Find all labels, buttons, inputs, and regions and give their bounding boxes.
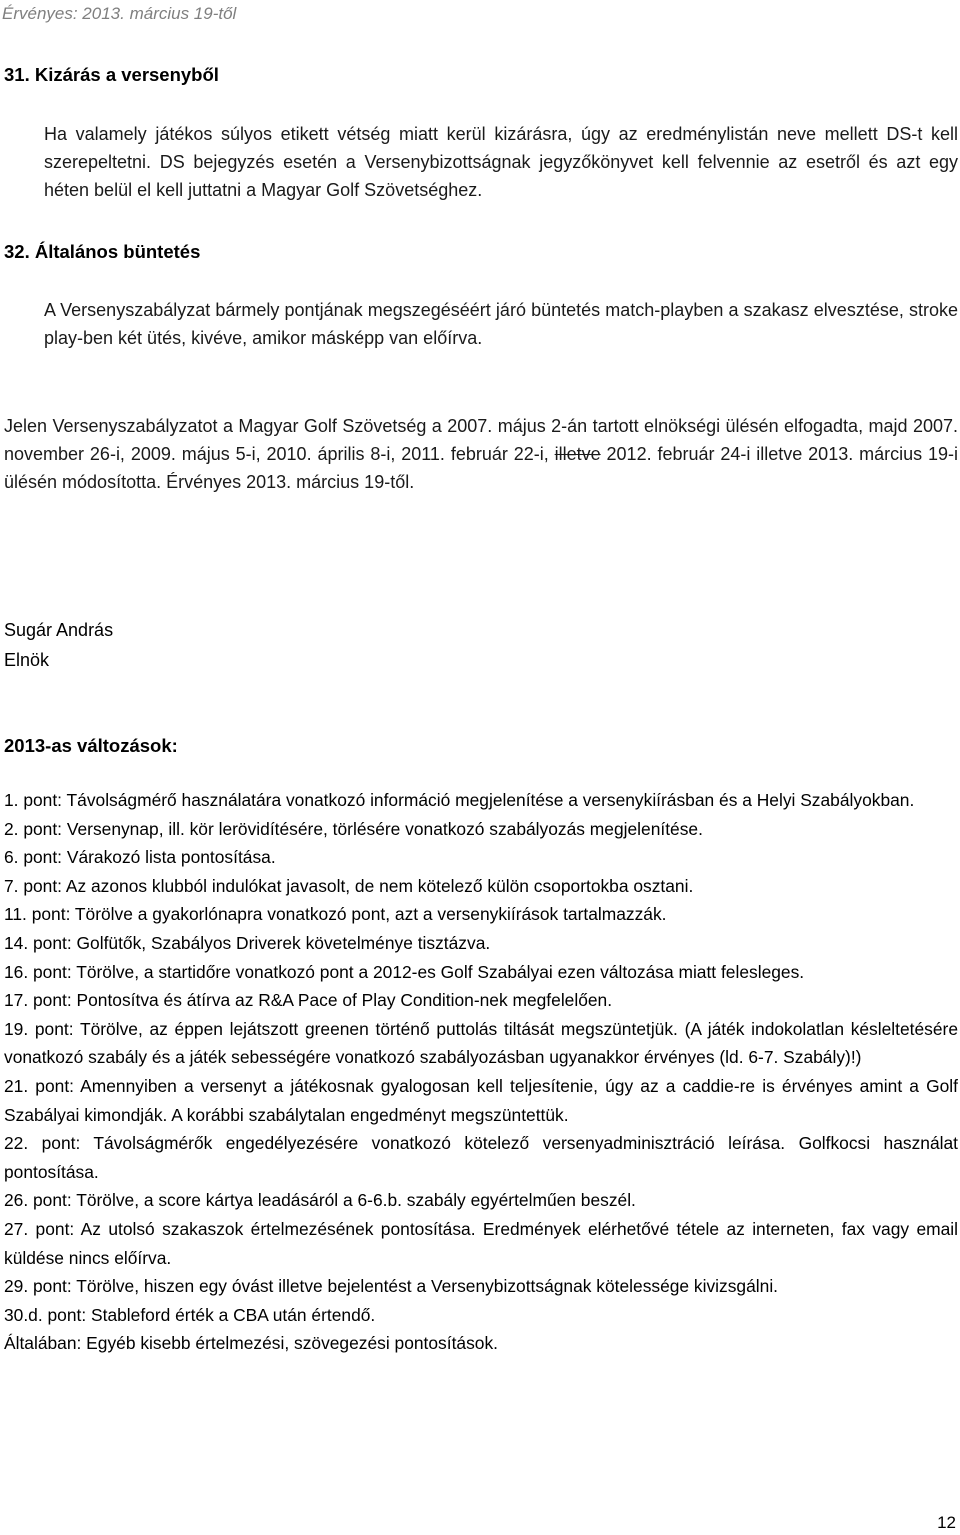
change-item: 1. pont: Távolságmérő használatára vonatkozó információ megjelenítése a versenykiírásban és a Helyi Szabályokban. [4,790,915,810]
change-item: 6. pont: Várakozó lista pontosítása. [4,847,276,868]
signatory-role: Elnök [4,650,50,670]
validity-header: Érvényes: 2013. március 19-től [2,4,237,23]
change-item: 29. pont: Törölve, hiszen egy óvást illetve bejelentést a Versenybizottságnak kötelessége kivizsgálni. [4,1276,779,1297]
change-item: 17. pont: Pontosítva és átírva az R&A Pace of Play Condition-nek megfelelően. [4,990,613,1011]
change-item: 21. pont: Amennyiben a versenyt a játékosnak gyalogosan kell teljesítenie, úgy az a caddie-re is érvényes amint a Golf Szabályai kimondják. A korábbi szabálytalan engedményt megszüntettük. [4,1075,958,1125]
changes-list [4,786,958,1358]
page-number: 12 [937,1513,956,1532]
change-item: 7. pont: Az azonos klubból indulókat javasolt, de nem kötelező külön csoportokba osztani. [4,875,694,896]
change-item: 30.d. pont: Stableford érték a CBA után értendő. [4,1304,376,1325]
change-item: 26. pont: Törölve, a score kártya leadásáról a 6-6.b. szabály egyértelműen beszél. [4,1190,636,1211]
change-item: 2. pont: Versenynap, ill. kör lerövidítésére, törlésére vonatkozó szabályozás megjelenítése. [4,818,703,839]
adoption-paragraph [4,412,958,496]
change-item: 11. pont: Törölve a gyakorlónapra vonatkozó pont, azt a versenykiírások tartalmazzák. [4,904,667,925]
signatory-name: Sugár András [4,620,114,640]
section-31-title: 31. Kizárás a versenyből [4,64,219,85]
adoption-text-start: Jelen Versenyszabályzatot a Magyar Golf Szövetség a 2007. május 2-án tartott elnökségi ülésén elfogadta, majd 2007. november 26-i, 2009. május 5-i, 2010. április 8-i, 2011. február 22-i, [4,416,958,464]
change-item: 14. pont: Golfütők, Szabályos Driverek követelménye tisztázva. [4,932,491,953]
section-32-body: A Versenyszabályzat bármely pontjának megszegéséért járó büntetés match-playben a szakasz elvesztése, stroke play-ben két ütés, kivéve, amikor másképp van előírva. [44,300,958,348]
change-item: Általában: Egyéb kisebb értelmezési, szövegezési pontosítások. [4,1333,498,1354]
change-item: 16. pont: Törölve, a startidőre vonatkozó pont a 2012-es Golf Szabályai ezen változása miatt felesleges. [4,961,805,982]
adoption-text-end: 2012. február 24-i illetve 2013. március 19-i ülésén módosította. Érvényes 2013. március 19-től. [4,444,958,492]
struck-word: illetve [554,444,601,464]
change-item: 27. pont: Az utolsó szakaszok értelmezésének pontosítása. Eredmények elérhetővé tétele az interneten, fax vagy email küldése nincs előírva. [4,1218,958,1268]
changes-title: 2013-as változások: [4,735,178,756]
change-item: 19. pont: Törölve, az éppen lejátszott greenen történő puttolás tiltását megszüntetjük. (A játék indokolatlan késleltetésére vonatkozó szabály és a játék sebességére vonatkozó szabályozásban ugyanakkor érvényes (ld. 6-7. Szabály)!) [4,1018,958,1068]
section-31-body: Ha valamely játékos súlyos etikett vétség miatt kerül kizárásra, úgy az eredménylistán neve mellett DS-t kell szerepeltetni. DS bejegyzés esetén a Versenybizottságnak jegyzőkönyvet kell felvennie az esetről és azt egy héten belül el kell juttatni a Magyar Golf Szövetséghez. [44,124,958,200]
change-item: 22. pont: Távolságmérők engedélyezésére vonatkozó kötelező versenyadminisztráció leírása. Golfkocsi használat pontosítása. [4,1133,958,1182]
section-32-title: 32. Általános büntetés [4,241,201,262]
